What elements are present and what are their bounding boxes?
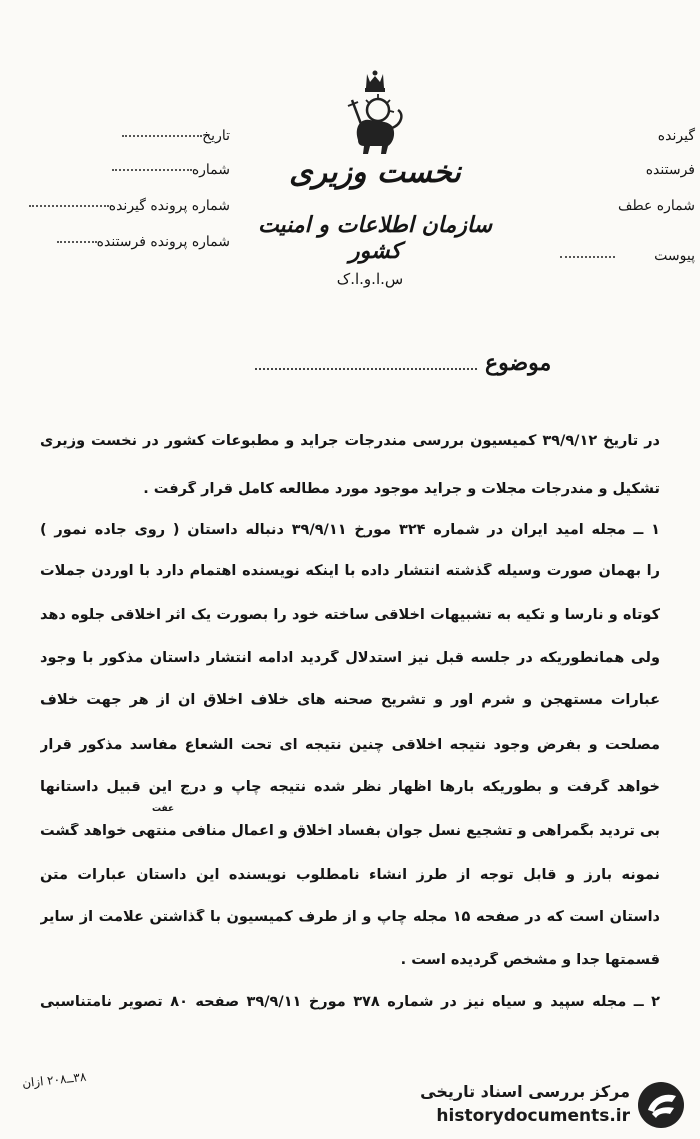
date-field — [116, 128, 230, 144]
body-line: نمونه بارز و قابل توجه از طرز انشاء نامطلوب نویسنده این داستان عبارات متن — [40, 867, 660, 883]
recipient-file-number-field — [23, 198, 230, 214]
date-dots — [122, 135, 202, 137]
attachment-field: پیوست — [654, 248, 695, 264]
number-label: شماره — [191, 162, 230, 178]
interlinear-correction: عفت — [152, 804, 175, 814]
archive-reference-code: ۳۸ــ۲۰۸ ازان — [21, 1069, 87, 1091]
body-line: تشکیل و مندرجات مجلات و جراید موجود مورد مطالعه کامل قرار گرفت . — [143, 481, 660, 497]
body-line: ولی همانطوریکه در جلسه قبل نیز استدلال گردید ادامه انتشار داستان مذکور با وجود — [40, 650, 660, 666]
body-line: خواهد گرفت و بطوریکه بارها اظهار نظر شده نتیجه چاپ و درج این قبیل داستانها — [40, 779, 660, 795]
attachment-dots — [560, 256, 615, 258]
archive-logo-icon — [636, 1080, 686, 1130]
body-line: ۲ ــ مجله سپید و سیاه نیز در شماره ۳۷۸ مورخ ۳۹/۹/۱۱ صفحه ۸۰ تصویر نامتناسبی — [40, 994, 660, 1010]
sender-file-number-field — [51, 234, 230, 250]
organization-code: س.ا.و.ا.ک — [336, 270, 404, 288]
body-line: کوتاه و نارسا و تکیه به تشبیهات اخلاقی ساخته خود را بصورت یک اثر اخلاقی جلوه دهد — [40, 607, 660, 623]
ministry-title: نخست وزیری — [289, 155, 461, 190]
subject-dots — [255, 368, 477, 370]
sender-field: فرستنده — [645, 162, 695, 178]
recipient-file-number-dots — [29, 205, 109, 207]
body-line: مصلحت و بفرض وجود نتیجه اخلاقی چنین نتیجه ای تحت الشعاع مفاسد مذکور قرار — [40, 737, 660, 753]
lion-and-sun-emblem-icon — [340, 70, 410, 160]
body-line: بی تردید بگمراهی و تشجیع نسل جوان بفساد اخلاق و اعمال منافی منتهی خواهد گشت — [40, 823, 660, 839]
date-label: تاریخ — [202, 128, 230, 144]
body-line: قسمتها جدا و مشخص گردیده است . — [400, 952, 660, 968]
body-line: عبارات مستهجن و شرم آور و تشریح صحنه های خلاف اخلاق آن از هر جهت خلاف — [40, 692, 660, 708]
sender-file-number-label: شماره پرونده فرستنده — [96, 234, 230, 250]
recipient-file-number-label: شماره پرونده گیرنده — [108, 198, 230, 214]
body-line: ۱ ــ مجله امید ایران در شماره ۳۲۴ مورخ ۳۹/۹/۱۱ دنباله داستان ( روی جاده نمور ) — [40, 522, 660, 538]
body-line: داستان است که در صفحه ۱۵ مجله چاپ و از طرف کمیسیون با گذاشتن علامت از سایر — [40, 909, 660, 925]
number-field — [106, 162, 230, 178]
subject-label: موضوع — [485, 350, 552, 376]
sender-file-number-dots — [57, 241, 97, 243]
recipient-field: گیرنده — [657, 128, 695, 144]
body-line: در تاریخ ۳۹/۹/۱۲ کمیسیون بررسی مندرجات جراید و مطبوعات کشور در نخست وزیری — [40, 433, 660, 449]
body-line: را بهمان صورت وسیله گذشته انتشار داده با اینکه نویسنده اهتمام دارد با آوردن جملات — [40, 563, 660, 579]
organization-name: سازمان اطلاعات و امنیت کشور — [257, 212, 493, 264]
archive-website-url: historydocuments.ir — [436, 1106, 630, 1126]
number-dots — [112, 169, 192, 171]
reference-number-field: شماره عطف — [618, 198, 695, 214]
archive-center-name: مرکز بررسی اسناد تاریخی — [420, 1082, 630, 1101]
